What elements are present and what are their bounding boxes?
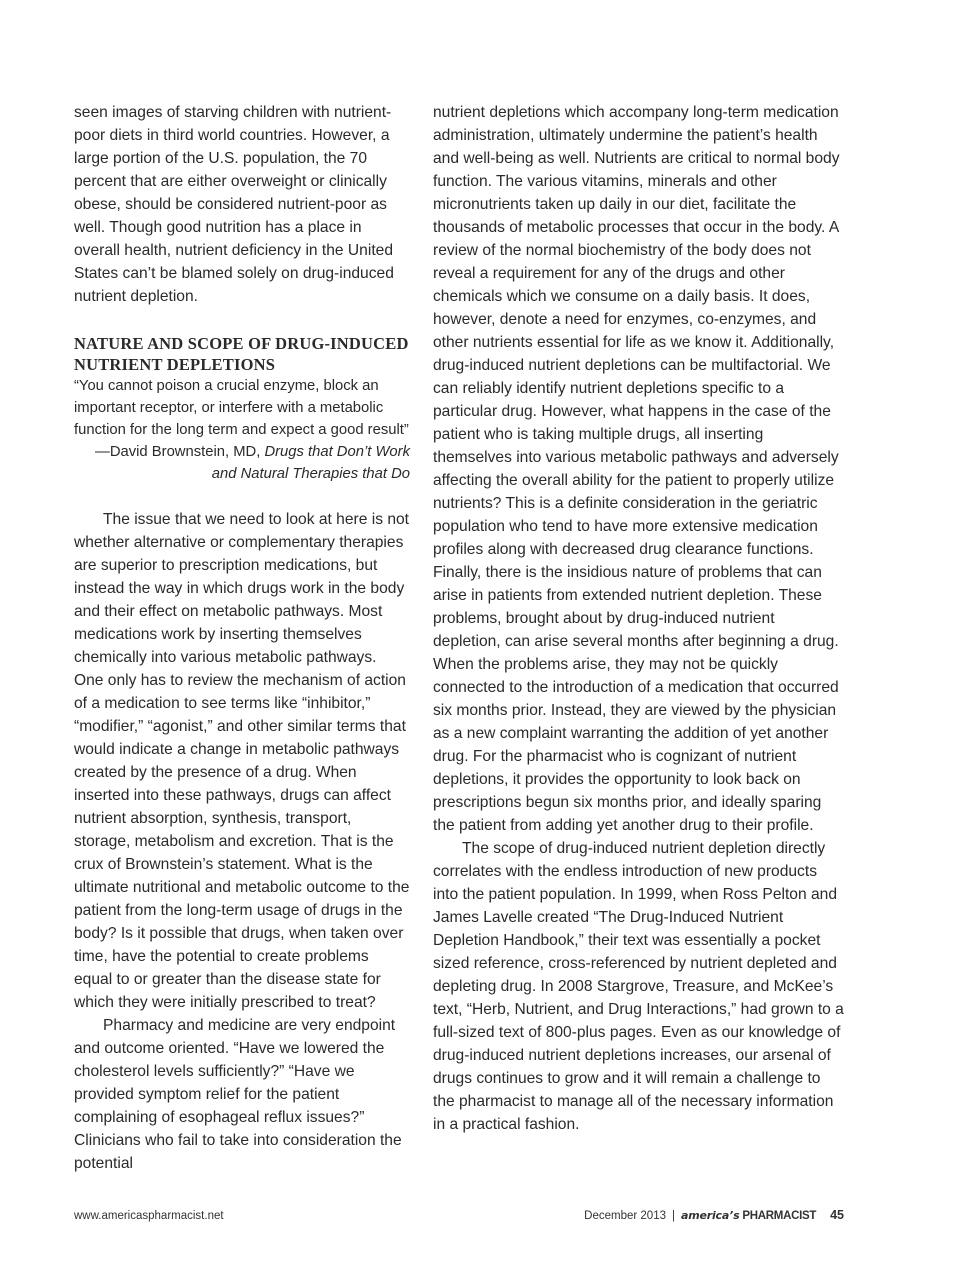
magazine-brand-name: PHARMACIST: [742, 1210, 817, 1222]
paragraph-body: The issue that we need to look at here is not whether alternative or complementary therapies are superior to prescription medications, but instead the way in which drugs work in the body and their effect on metabolic pathways. Most medications work by inserting themselves chemically into various metabolic pathways. One only has to review the mechanism of action of a medication to see terms like “inhibitor,” “modifier,” “agonist,” and other similar terms that would indicate a change in metabolic pathways created by the presence of a drug. When inserted into these pathways, drugs can affect nutrient absorption, synthesis, transport, storage, metabolism and excretion. That is the crux of Brownstein’s statement. What is the ultimate nutritional and metabolic outcome to the patient from the long-term usage of drugs in the body? Is it possible that drugs, when taken over time, have the potential to create problems equal to or greater than the disease state for which they were initially prescribed to treat?: [74, 511, 410, 1011]
left-column: [74, 101, 410, 1175]
epigraph-attribution: [74, 441, 410, 485]
epigraph-quote: “You cannot poison a crucial enzyme, block an important receptor, or interfere with a metabolic function for the long term and expect a good result”: [74, 378, 409, 438]
attribution-author: —David Brownstein, MD,: [95, 444, 265, 460]
right-column: [433, 101, 845, 1136]
page-number: 45: [830, 1208, 844, 1222]
attribution-book-title: Drugs that Don’t Work and Natural Therapies that Do: [211, 444, 410, 482]
paragraph-body: Pharmacy and medicine are very endpoint and outcome oriented. “Have we lowered the cholesterol levels sufficiently?” “Have we provided symptom relief for the patient complaining of esophageal reflux issues?” Clinicians who fail to take into consideration the potential: [74, 1017, 402, 1172]
footer-website-url: www.americaspharmacist.net: [74, 1210, 224, 1222]
magazine-brand-prefix: america’s: [681, 1209, 740, 1222]
section-heading: NATURE AND SCOPE OF DRUG-INDUCED NUTRIENT DEPLETIONS: [74, 334, 409, 374]
footer-issue-info: [584, 1208, 844, 1222]
footer-separator: |: [672, 1210, 675, 1222]
paragraph-intro-continued: seen images of starving children with nutrient-poor diets in third world countries. However, a large portion of the U.S. population, the 70 percent that are either overweight or clinically obese, should be considered nutrient-poor as well. Though good nutrition has a place in overall health, nutrient deficiency in the United States can’t be blamed solely on drug-induced nutrient depletion.: [74, 104, 394, 305]
paragraph-body: nutrient depletions which accompany long-term medication administration, ultimately undermine the patient’s health and well-being as well. Nutrients are critical to normal body function. The various vitamins, minerals and other micronutrients taken up daily in our diet, facilitate the thousands of metabolic processes that occur in the body. A review of the normal biochemistry of the body does not reveal a requirement for any of the drugs and other chemicals which we consume on a daily basis. It does, however, denote a need for enzymes, co-enzymes, and other nutrients essential for life as we know it. Additionally, drug-induced nutrient depletions can be multifactorial. We can reliably identify nutrient depletions specific to a particular drug. However, what happens in the case of the patient who is taking multiple drugs, all inserting themselves into various metabolic pathways and adversely affecting the overall ability for the patient to properly utilize nutrients? This is a definite consideration in the geriatric population who tend to have more extensive medication profiles along with decreased drug clearance functions. Finally, there is the insidious nature of problems that can arise in patients from extended nutrient depletion. These problems, brought about by drug-induced nutrient depletion, can arise several months after beginning a drug. When the problems arise, they may not be quickly connected to the introduction of a medication that occurred six months prior. Instead, they are viewed by the physician as a new complaint warranting the addition of yet another drug. For the pharmacist who is cognizant of nutrient depletions, it provides the opportunity to look back on prescriptions begun six months prior, and ideally sparing the patient from adding yet another drug to their profile.: [433, 104, 840, 834]
paragraph-body: The scope of drug-induced nutrient depletion directly correlates with the endless introduction of new products into the patient population. In 1999, when Ross Pelton and James Lavelle created “The Drug-Induced Nutrient Depletion Handbook,” their text was essentially a pocket sized reference, cross-referenced by nutrient depleted and depleting drug. In 2008 Stargrove, Treasure, and McKee’s text, “Herb, Nutrient, and Drug Interactions,” had grown to a full-sized text of 800-plus pages. Even as our knowledge of drug-induced nutrient depletions increases, our arsenal of drugs continues to grow and it will remain a challenge to the pharmacist to manage all of the necessary information in a practical fashion.: [433, 840, 844, 1133]
footer-issue-date: December 2013: [584, 1210, 666, 1222]
